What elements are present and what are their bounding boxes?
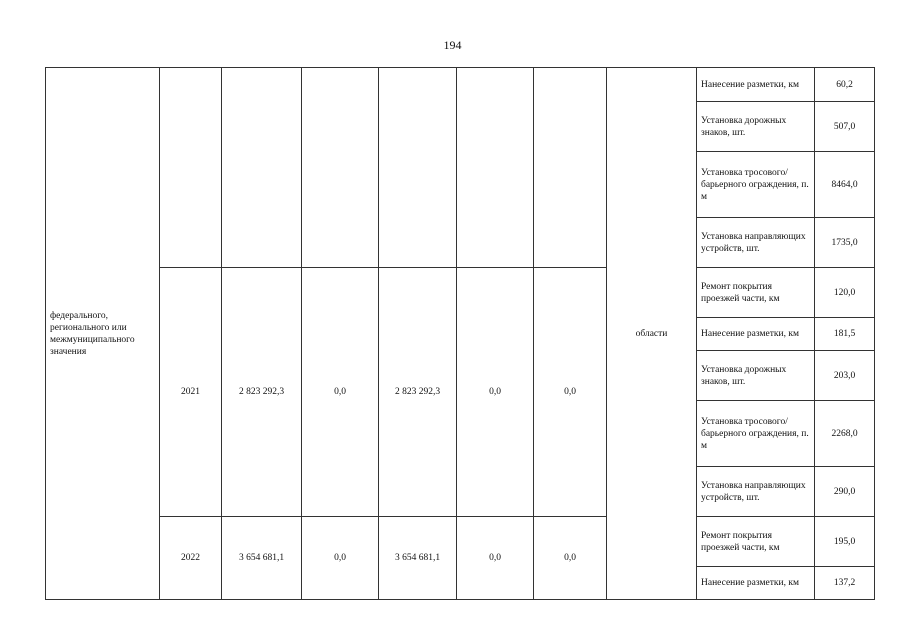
indicator-name: Установка дорожных знаков, шт. xyxy=(697,351,815,401)
value-cell: 0,0 xyxy=(302,517,379,600)
empty-cell xyxy=(457,68,534,268)
indicator-value: 1735,0 xyxy=(815,218,875,268)
total-cell: 2 823 292,3 xyxy=(222,268,302,517)
value-cell: 2 823 292,3 xyxy=(379,268,457,517)
indicator-name: Установка тросового/барьерного ограждения, п. м xyxy=(697,152,815,218)
table-row xyxy=(46,517,875,567)
indicator-value: 60,2 xyxy=(815,68,875,102)
indicator-value: 120,0 xyxy=(815,268,875,318)
year-cell: 2021 xyxy=(160,268,222,517)
indicator-name: Установка дорожных знаков, шт. xyxy=(697,102,815,152)
empty-cell xyxy=(534,68,607,268)
year-cell: 2022 xyxy=(160,517,222,600)
indicator-value: 195,0 xyxy=(815,517,875,567)
data-table xyxy=(45,67,875,600)
indicator-value: 2268,0 xyxy=(815,401,875,467)
empty-cell xyxy=(222,68,302,268)
indicator-name: Нанесение разметки, км xyxy=(697,567,815,600)
indicator-name: Ремонт покрытия проезжей части, км xyxy=(697,517,815,567)
value-cell: 0,0 xyxy=(534,517,607,600)
value-cell: 0,0 xyxy=(534,268,607,517)
empty-cell xyxy=(379,68,457,268)
indicator-name: Установка направляющих устройств, шт. xyxy=(697,467,815,517)
page-number: 194 xyxy=(443,38,462,52)
value-cell: 3 654 681,1 xyxy=(379,517,457,600)
value-cell: 0,0 xyxy=(457,268,534,517)
value-cell: 0,0 xyxy=(457,517,534,600)
indicator-value: 507,0 xyxy=(815,102,875,152)
table-row xyxy=(46,268,875,318)
indicator-value: 8464,0 xyxy=(815,152,875,218)
road-category-cell: федерального, регионального или межмуниципального значения xyxy=(46,68,160,600)
indicator-value: 181,5 xyxy=(815,318,875,351)
indicator-name: Ремонт покрытия проезжей части, км xyxy=(697,268,815,318)
indicator-value: 290,0 xyxy=(815,467,875,517)
indicator-value: 203,0 xyxy=(815,351,875,401)
indicator-name: Установка направляющих устройств, шт. xyxy=(697,218,815,268)
table-row xyxy=(46,68,875,102)
empty-cell xyxy=(302,68,379,268)
indicator-value: 137,2 xyxy=(815,567,875,600)
indicator-name: Нанесение разметки, км xyxy=(697,68,815,102)
total-cell: 3 654 681,1 xyxy=(222,517,302,600)
indicator-name: Нанесение разметки, км xyxy=(697,318,815,351)
value-cell: 0,0 xyxy=(302,268,379,517)
region-cell: области xyxy=(607,68,697,600)
indicator-name: Установка тросового/барьерного ограждения, п. м xyxy=(697,401,815,467)
empty-cell xyxy=(160,68,222,268)
